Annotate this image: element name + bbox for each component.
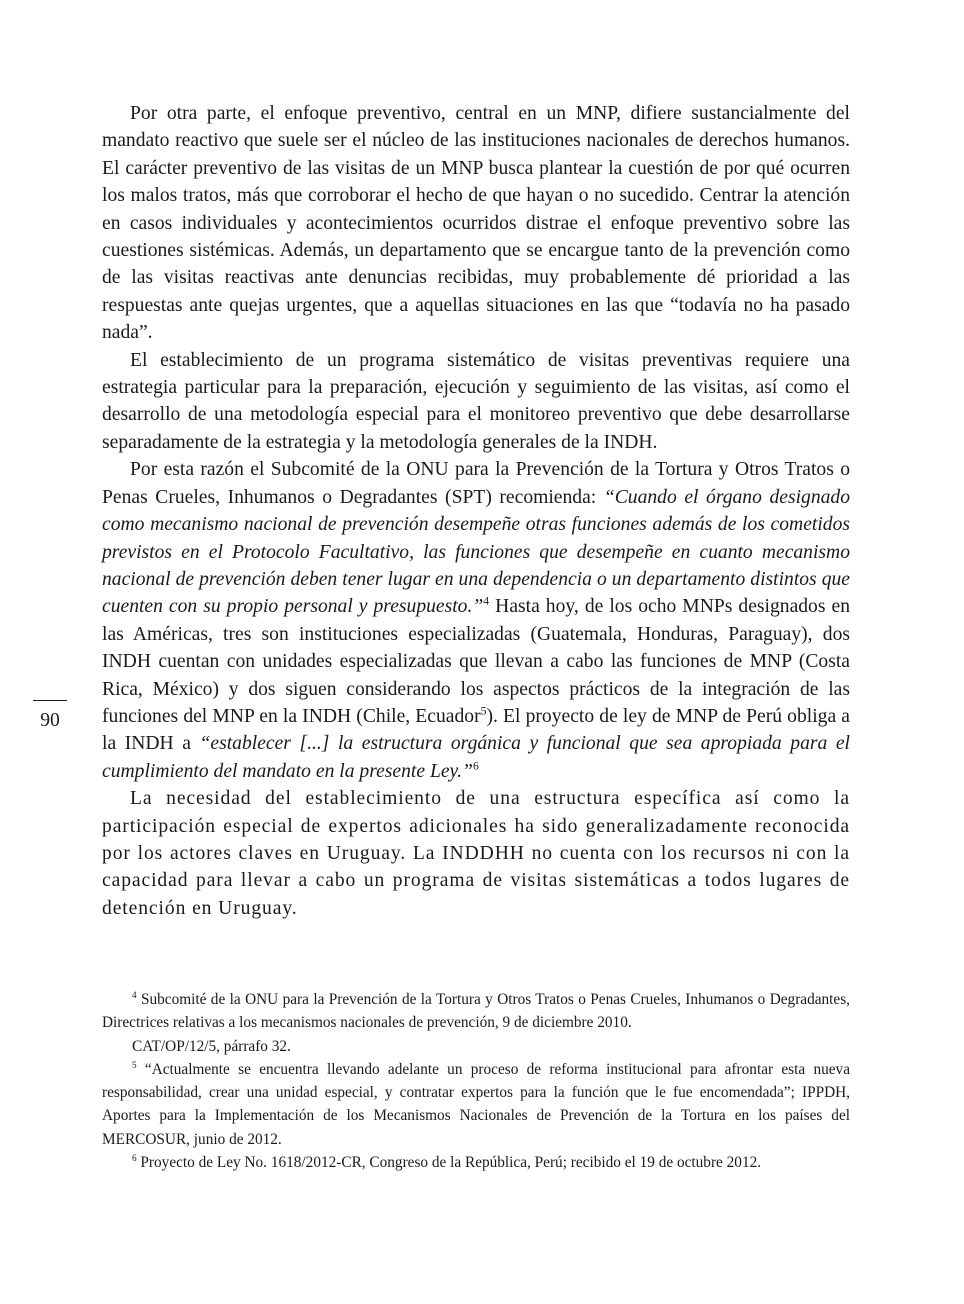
footnotes (102, 988, 850, 1174)
peru-law-quote: “establecer [...] la estructura orgánica y funcional que sea apropiada para el cumplimiento del mandato en la presente Ley.” (102, 733, 851, 782)
footnote-6-mark: 6 (132, 1152, 137, 1163)
paragraph-systematic-program: El establecimiento de un programa sistemático de visitas preventivas requiere una estrategia particular para la preparación, ejecución y seguimiento de las visitas, así como el desarrollo de una metodología especial para el monitoreo preventivo que debe desarrollarse separadamente de la estrategia y la metodología generales de la INDH. (102, 349, 850, 453)
footnote-5-text: “Actualmente se encuentra llevando adelante un proceso de reforma institucional para afrontar esta nueva responsabilidad, crear una unidad especial, y contratar expertos para la función que le fue encomendada”; IPPDH, Aportes para la Implementación de los Mecanismos Nacionales de Prevención de la Tortura en los países del MERCOSUR, junio de 2012. (102, 1060, 850, 1148)
footnote-5 (102, 1058, 850, 1151)
footnote-6 (102, 1151, 850, 1174)
footnote-ref-6: 6 (472, 759, 479, 773)
footnote-ref-4: 4 (483, 594, 490, 608)
footnote-5-mark: 5 (132, 1059, 137, 1070)
footnote-4-text: Subcomité de la ONU para la Prevención de la Tortura y Otros Tratos o Penas Crueles, Inhumanos o Degradantes, Directrices relativas a los mecanismos nacionales de prevención, 9 de diciembre 2010. (102, 991, 850, 1032)
paragraph-spt-recommendation (102, 456, 850, 785)
paragraph-uruguay: La necesidad del establecimiento de una estructura específica así como la participación especial de expertos adicionales ha sido generalizadamente reconocida por los actores claves en Uruguay. La INDDHH no cuenta con los recursos ni con la capacidad para llevar a cabo un programa de visitas sistemáticas a todos lugares de detención en Uruguay. (102, 788, 850, 919)
footnote-4-mark: 4 (132, 989, 137, 1000)
paragraph-preventive-focus: Por otra parte, el enfoque preventivo, central en un MNP, difiere sustancialmente del mandato reactivo que suele ser el núcleo de las instituciones nacionales de derechos humanos. El carácter preventivo de las visitas de un MNP busca plantear la cuestión de por qué ocurren los malos tratos, más que corroborar el hecho de que hayan o no sucedido. Centrar la atención en casos individuales y acontecimientos ocurridos distrae el enfoque preventivo sobre las cuestiones sistémicas. Además, un departamento que se encargue tanto de la prevención como de las visitas reactivas ante denuncias recibidas, muy probablemente dé prioridad a las respuestas ante quejas urgentes, que a aquellas situaciones en las que “todavía no ha pasado nada”. (102, 103, 850, 344)
footnote-6-text: Proyecto de Ley No. 1618/2012-CR, Congreso de la República, Perú; recibido el 19 de octubre 2012. (136, 1154, 762, 1172)
page-number: 90 (40, 710, 60, 731)
footnote-4-continuation: CAT/OP/12/5, párrafo 32. (132, 1037, 291, 1055)
page-number-rule (33, 700, 67, 701)
spt-quote: “Cuando el órgano designado como mecanismo nacional de prevención desempeñe otras funciones además de los cometidos previstos en el Protocolo Facultativo, las funciones que desempeñe en cuanto mecanismo nacional de prevención deben tener lugar en una dependencia o un departamento distintos que cuenten con su propio personal y presupuesto.” (102, 486, 851, 618)
spt-intro-text: Por esta razón el Subcomité de la ONU para la Prevención de la Tortura y Otros Tratos o Penas Crueles, Inhumanos o Degradantes (SPT) recomienda: (102, 459, 850, 508)
peru-law-text: ). El proyecto de ley de MNP de Perú obliga a la INDH a (102, 705, 850, 755)
footnote-ref-5: 5 (480, 704, 487, 718)
main-text (102, 100, 850, 922)
footnote-4 (102, 988, 850, 1035)
mnp-americas-text: Hasta hoy, de los ocho MNPs designados en las Américas, tres son instituciones especializadas (Guatemala, Honduras, Paraguay), dos INDH cuentan con unidades especializadas que llevan a cabo las funciones de MNP (Costa Rica, México) y dos siguen considerando los aspectos prácticos de la integración de las funciones del MNP en la INDH (Chile, Ecuador (102, 596, 850, 727)
